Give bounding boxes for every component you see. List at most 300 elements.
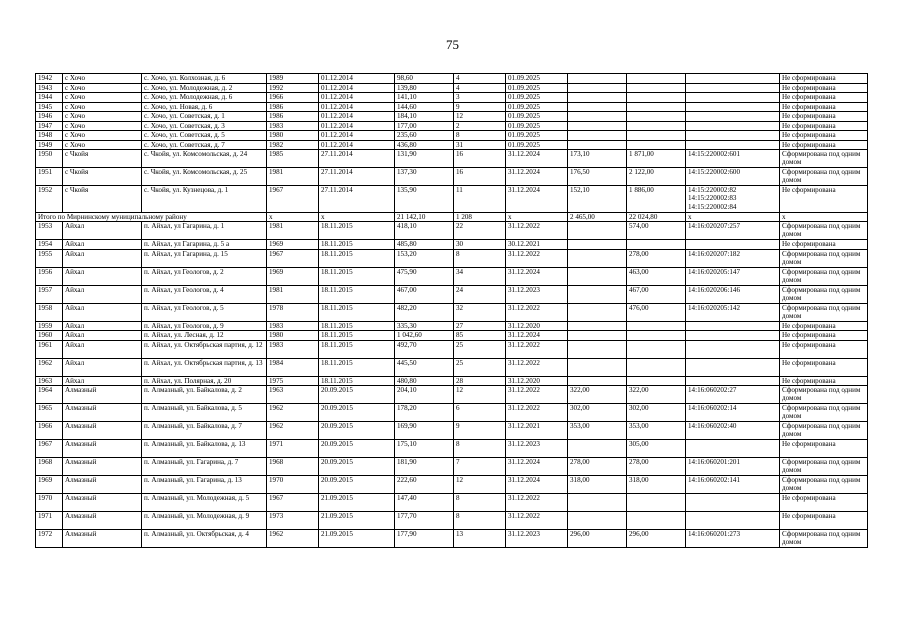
status-cell: Сформирована под одним домом bbox=[780, 404, 868, 422]
land-area-cell bbox=[627, 376, 686, 386]
deadline-cell: 01.09.2025 bbox=[506, 74, 568, 84]
row-number: 1968 bbox=[36, 458, 63, 476]
row-number: 1955 bbox=[36, 249, 63, 267]
date-cell: 18.11.2015 bbox=[319, 340, 395, 358]
address-cell: п. Алмазный, ул. Молодежная, д. 5 bbox=[142, 494, 267, 512]
land-area-cell: 296,00 bbox=[627, 530, 686, 548]
area-cell: 139,80 bbox=[395, 83, 454, 93]
residents-cell: 8 bbox=[454, 512, 506, 530]
date-cell: 01.12.2014 bbox=[319, 74, 395, 84]
status-cell: Сформирована под одним домом bbox=[780, 476, 868, 494]
status-cell: Не сформирована bbox=[780, 340, 868, 358]
land-area-cell bbox=[627, 512, 686, 530]
residents-cell: 32 bbox=[454, 303, 506, 321]
table-row bbox=[36, 285, 868, 303]
table-row bbox=[36, 440, 868, 458]
deadline-cell: 01.09.2025 bbox=[506, 140, 568, 150]
land-area-cell: 1 886,00 bbox=[627, 186, 686, 213]
table-row bbox=[36, 422, 868, 440]
residents-cell: 27 bbox=[454, 321, 506, 331]
year-cell: 1968 bbox=[267, 458, 319, 476]
address-cell: п. Алмазный, ул. Байкалова, д. 7 bbox=[142, 422, 267, 440]
land-area-cell: 2 122,00 bbox=[627, 168, 686, 186]
table-row bbox=[36, 249, 868, 267]
settlement-cell: Айхал bbox=[63, 376, 142, 386]
address-cell: с. Хочо, ул. Молодежная, д. 2 bbox=[142, 83, 267, 93]
status-cell: Сформирована под одним домом bbox=[780, 150, 868, 168]
cadastral-cell bbox=[686, 102, 780, 112]
cadastral-cell bbox=[686, 358, 780, 376]
table-row bbox=[36, 140, 868, 150]
settlement-cell: с Чкойя bbox=[63, 150, 142, 168]
table-row bbox=[36, 112, 868, 122]
deadline-cell: х bbox=[506, 212, 568, 222]
year-cell: 1962 bbox=[267, 530, 319, 548]
cadastral-cell bbox=[686, 83, 780, 93]
date-cell: 20.09.2015 bbox=[319, 404, 395, 422]
cadastral-cell bbox=[686, 340, 780, 358]
year-cell: 1975 bbox=[267, 376, 319, 386]
area-cell: 335,30 bbox=[395, 321, 454, 331]
amount-cell bbox=[568, 331, 627, 341]
status-cell: Не сформирована bbox=[780, 321, 868, 331]
area-cell: 235,60 bbox=[395, 131, 454, 141]
settlement-cell: Алмазный bbox=[63, 422, 142, 440]
date-cell: 01.12.2014 bbox=[319, 140, 395, 150]
cadastral-cell: 14:16:020205:147 bbox=[686, 267, 780, 285]
residents-cell: 34 bbox=[454, 267, 506, 285]
status-cell: Не сформирована bbox=[780, 140, 868, 150]
land-area-cell bbox=[627, 93, 686, 103]
residents-cell: 8 bbox=[454, 249, 506, 267]
land-area-cell bbox=[627, 102, 686, 112]
table-row bbox=[36, 186, 868, 213]
settlement-cell: Айхал bbox=[63, 358, 142, 376]
deadline-cell: 30.12.2021 bbox=[506, 240, 568, 250]
date-cell: 18.11.2015 bbox=[319, 249, 395, 267]
residents-cell: 1 208 bbox=[454, 212, 506, 222]
area-cell: 144,60 bbox=[395, 102, 454, 112]
status-cell: Сформирована под одним домом bbox=[780, 386, 868, 404]
address-cell: п. Айхал, ул. Полярная, д. 20 bbox=[142, 376, 267, 386]
year-cell: 1986 bbox=[267, 112, 319, 122]
date-cell: 20.09.2015 bbox=[319, 476, 395, 494]
area-cell: 436,80 bbox=[395, 140, 454, 150]
residents-cell: 24 bbox=[454, 285, 506, 303]
amount-cell: 318,00 bbox=[568, 476, 627, 494]
status-cell: Не сформирована bbox=[780, 376, 868, 386]
residents-cell: 16 bbox=[454, 150, 506, 168]
area-cell: 21 142,10 bbox=[395, 212, 454, 222]
row-number: 1961 bbox=[36, 340, 63, 358]
page-number: 75 bbox=[446, 37, 459, 52]
address-cell: п. Айхал, ул Геологов, д. 2 bbox=[142, 267, 267, 285]
date-cell: 18.11.2015 bbox=[319, 376, 395, 386]
address-cell: с. Хочо, ул. Советская, д. 7 bbox=[142, 140, 267, 150]
amount-cell bbox=[568, 267, 627, 285]
settlement-cell: с Хочо bbox=[63, 131, 142, 141]
cadastral-cell bbox=[686, 240, 780, 250]
land-area-cell bbox=[627, 140, 686, 150]
table-row bbox=[36, 512, 868, 530]
row-number: 1946 bbox=[36, 112, 63, 122]
deadline-cell: 31.12.2022 bbox=[506, 512, 568, 530]
year-cell: 1992 bbox=[267, 83, 319, 93]
address-cell: с. Хочо, ул. Советская, д. 3 bbox=[142, 121, 267, 131]
address-cell: п. Алмазный, ул. Байкалова, д. 2 bbox=[142, 386, 267, 404]
year-cell: 1980 bbox=[267, 131, 319, 141]
residents-cell: 25 bbox=[454, 358, 506, 376]
settlement-cell: Айхал bbox=[63, 285, 142, 303]
land-area-cell: 467,00 bbox=[627, 285, 686, 303]
residents-cell: 22 bbox=[454, 222, 506, 240]
area-cell: 181,90 bbox=[395, 458, 454, 476]
address-cell: п. Айхал, ул Геологов, д. 4 bbox=[142, 285, 267, 303]
row-number: 1948 bbox=[36, 131, 63, 141]
amount-cell bbox=[568, 121, 627, 131]
date-cell: 18.11.2015 bbox=[319, 222, 395, 240]
area-cell: 492,70 bbox=[395, 340, 454, 358]
date-cell: 18.11.2015 bbox=[319, 358, 395, 376]
area-cell: 418,10 bbox=[395, 222, 454, 240]
amount-cell bbox=[568, 240, 627, 250]
area-cell: 204,10 bbox=[395, 386, 454, 404]
deadline-cell: 31.12.2023 bbox=[506, 530, 568, 548]
year-cell: 1982 bbox=[267, 140, 319, 150]
area-cell: 175,10 bbox=[395, 440, 454, 458]
land-area-cell bbox=[627, 83, 686, 93]
area-cell: 184,10 bbox=[395, 112, 454, 122]
row-number: 1960 bbox=[36, 331, 63, 341]
area-cell: 177,90 bbox=[395, 530, 454, 548]
cadastral-cell: 14:16:060202:40 bbox=[686, 422, 780, 440]
residents-cell: 11 bbox=[454, 186, 506, 213]
date-cell: х bbox=[319, 212, 395, 222]
row-number: 1947 bbox=[36, 121, 63, 131]
row-number: 1965 bbox=[36, 404, 63, 422]
amount-cell: 152,10 bbox=[568, 186, 627, 213]
table-row bbox=[36, 168, 868, 186]
land-area-cell: 305,00 bbox=[627, 440, 686, 458]
settlement-cell: Алмазный bbox=[63, 530, 142, 548]
cadastral-cell: х bbox=[686, 212, 780, 222]
settlement-cell: Алмазный bbox=[63, 386, 142, 404]
amount-cell bbox=[568, 112, 627, 122]
status-cell: Сформирована под одним домом bbox=[780, 249, 868, 267]
deadline-cell: 31.12.2022 bbox=[506, 249, 568, 267]
year-cell: 1970 bbox=[267, 476, 319, 494]
area-cell: 131,90 bbox=[395, 150, 454, 168]
address-cell: п. Айхал, ул Гагарина, д. 15 bbox=[142, 249, 267, 267]
row-number: 1944 bbox=[36, 93, 63, 103]
table-row bbox=[36, 121, 868, 131]
land-area-cell: 22 024,80 bbox=[627, 212, 686, 222]
residents-cell: 8 bbox=[454, 131, 506, 141]
deadline-cell: 31.12.2020 bbox=[506, 321, 568, 331]
amount-cell bbox=[568, 340, 627, 358]
row-number: 1953 bbox=[36, 222, 63, 240]
deadline-cell: 31.12.2022 bbox=[506, 494, 568, 512]
land-area-cell: 476,00 bbox=[627, 303, 686, 321]
year-cell: 1973 bbox=[267, 512, 319, 530]
date-cell: 18.11.2015 bbox=[319, 240, 395, 250]
cadastral-cell bbox=[686, 74, 780, 84]
land-area-cell bbox=[627, 494, 686, 512]
deadline-cell: 31.12.2024 bbox=[506, 458, 568, 476]
row-number: 1945 bbox=[36, 102, 63, 112]
area-cell: 222,60 bbox=[395, 476, 454, 494]
year-cell: 1985 bbox=[267, 150, 319, 168]
row-number: 1958 bbox=[36, 303, 63, 321]
row-number: 1959 bbox=[36, 321, 63, 331]
row-number: 1967 bbox=[36, 440, 63, 458]
cadastral-cell bbox=[686, 112, 780, 122]
land-area-cell: 322,00 bbox=[627, 386, 686, 404]
table-body bbox=[36, 74, 868, 548]
year-cell: 1983 bbox=[267, 340, 319, 358]
amount-cell bbox=[568, 358, 627, 376]
amount-cell bbox=[568, 494, 627, 512]
settlement-cell: Алмазный bbox=[63, 476, 142, 494]
table-row bbox=[36, 331, 868, 341]
amount-cell: 353,00 bbox=[568, 422, 627, 440]
deadline-cell: 31.12.2022 bbox=[506, 340, 568, 358]
settlement-cell: Айхал bbox=[63, 222, 142, 240]
housing-table bbox=[35, 73, 868, 548]
residents-cell: 3 bbox=[454, 93, 506, 103]
settlement-cell: с Хочо bbox=[63, 140, 142, 150]
amount-cell: 302,00 bbox=[568, 404, 627, 422]
cadastral-cell bbox=[686, 494, 780, 512]
date-cell: 18.11.2015 bbox=[319, 321, 395, 331]
residents-cell: 4 bbox=[454, 83, 506, 93]
residents-cell: 9 bbox=[454, 422, 506, 440]
address-cell: с. Хочо, ул. Новая, д. 6 bbox=[142, 102, 267, 112]
date-cell: 18.11.2015 bbox=[319, 267, 395, 285]
table-row bbox=[36, 458, 868, 476]
status-cell: Сформирована под одним домом bbox=[780, 530, 868, 548]
row-number: 1943 bbox=[36, 83, 63, 93]
row-number: 1969 bbox=[36, 476, 63, 494]
total-row bbox=[36, 212, 868, 222]
cadastral-cell: 14:16:060202:141 bbox=[686, 476, 780, 494]
status-cell: Не сформирована bbox=[780, 240, 868, 250]
amount-cell bbox=[568, 321, 627, 331]
deadline-cell: 01.09.2025 bbox=[506, 112, 568, 122]
cadastral-cell bbox=[686, 140, 780, 150]
table-row bbox=[36, 494, 868, 512]
address-cell: п. Айхал, ул Геологов, д. 9 bbox=[142, 321, 267, 331]
date-cell: 18.11.2015 bbox=[319, 303, 395, 321]
deadline-cell: 01.09.2025 bbox=[506, 83, 568, 93]
area-cell: 467,00 bbox=[395, 285, 454, 303]
cadastral-cell: 14:16:060202:27 bbox=[686, 386, 780, 404]
date-cell: 01.12.2014 bbox=[319, 112, 395, 122]
amount-cell bbox=[568, 376, 627, 386]
deadline-cell: 31.12.2022 bbox=[506, 303, 568, 321]
settlement-cell: Алмазный bbox=[63, 458, 142, 476]
residents-cell: 12 bbox=[454, 386, 506, 404]
table-row bbox=[36, 83, 868, 93]
deadline-cell: 31.12.2024 bbox=[506, 168, 568, 186]
status-cell: Не сформирована bbox=[780, 102, 868, 112]
status-cell: Сформирована под одним домом bbox=[780, 285, 868, 303]
year-cell: 1967 bbox=[267, 494, 319, 512]
row-number: 1970 bbox=[36, 494, 63, 512]
status-cell: Сформирована под одним домом bbox=[780, 267, 868, 285]
deadline-cell: 31.12.2024 bbox=[506, 186, 568, 213]
status-cell: Не сформирована bbox=[780, 186, 868, 213]
amount-cell: 2 465,00 bbox=[568, 212, 627, 222]
address-cell: п. Алмазный, ул. Гагарина, д. 7 bbox=[142, 458, 267, 476]
address-cell: с. Чкойя, ул. Кузнецова, д. 1 bbox=[142, 186, 267, 213]
amount-cell bbox=[568, 303, 627, 321]
status-cell: Не сформирована bbox=[780, 112, 868, 122]
land-area-cell bbox=[627, 121, 686, 131]
table-row bbox=[36, 376, 868, 386]
land-area-cell bbox=[627, 340, 686, 358]
land-area-cell bbox=[627, 358, 686, 376]
table-row bbox=[36, 267, 868, 285]
date-cell: 01.12.2014 bbox=[319, 83, 395, 93]
deadline-cell: 01.09.2025 bbox=[506, 93, 568, 103]
date-cell: 21.09.2015 bbox=[319, 530, 395, 548]
amount-cell: 278,00 bbox=[568, 458, 627, 476]
address-cell: п. Алмазный, ул. Октябрьская, д. 4 bbox=[142, 530, 267, 548]
residents-cell: 12 bbox=[454, 112, 506, 122]
deadline-cell: 31.12.2024 bbox=[506, 476, 568, 494]
amount-cell bbox=[568, 285, 627, 303]
land-area-cell: 1 871,00 bbox=[627, 150, 686, 168]
land-area-cell: 463,00 bbox=[627, 267, 686, 285]
date-cell: 27.11.2014 bbox=[319, 150, 395, 168]
settlement-cell: Алмазный bbox=[63, 512, 142, 530]
status-cell: Не сформирована bbox=[780, 440, 868, 458]
cadastral-cell bbox=[686, 376, 780, 386]
deadline-cell: 01.09.2025 bbox=[506, 121, 568, 131]
amount-cell: 296,00 bbox=[568, 530, 627, 548]
date-cell: 01.12.2014 bbox=[319, 131, 395, 141]
land-area-cell bbox=[627, 331, 686, 341]
year-cell: 1967 bbox=[267, 186, 319, 213]
area-cell: 178,20 bbox=[395, 404, 454, 422]
status-cell: Не сформирована bbox=[780, 131, 868, 141]
residents-cell: 16 bbox=[454, 168, 506, 186]
amount-cell bbox=[568, 512, 627, 530]
land-area-cell bbox=[627, 74, 686, 84]
amount-cell bbox=[568, 93, 627, 103]
land-area-cell: 302,00 bbox=[627, 404, 686, 422]
amount-cell bbox=[568, 249, 627, 267]
area-cell: 137,30 bbox=[395, 168, 454, 186]
year-cell: 1966 bbox=[267, 93, 319, 103]
land-area-cell: 318,00 bbox=[627, 476, 686, 494]
settlement-cell: с Хочо bbox=[63, 121, 142, 131]
year-cell: 1986 bbox=[267, 102, 319, 112]
year-cell: 1969 bbox=[267, 240, 319, 250]
status-cell: Сформирована под одним домом bbox=[780, 458, 868, 476]
row-number: 1957 bbox=[36, 285, 63, 303]
residents-cell: 9 bbox=[454, 102, 506, 112]
cadastral-cell: 14:16:020205:142 bbox=[686, 303, 780, 321]
area-cell: 1 042,60 bbox=[395, 331, 454, 341]
date-cell: 21.09.2015 bbox=[319, 512, 395, 530]
area-cell: 177,00 bbox=[395, 121, 454, 131]
land-area-cell: 278,00 bbox=[627, 249, 686, 267]
row-number: 1951 bbox=[36, 168, 63, 186]
residents-cell: 13 bbox=[454, 530, 506, 548]
land-area-cell bbox=[627, 131, 686, 141]
residents-cell: 6 bbox=[454, 404, 506, 422]
deadline-cell: 01.09.2025 bbox=[506, 102, 568, 112]
area-cell: 475,90 bbox=[395, 267, 454, 285]
address-cell: п. Айхал, ул Гагарина, д. 1 bbox=[142, 222, 267, 240]
date-cell: 20.09.2015 bbox=[319, 458, 395, 476]
residents-cell: 8 bbox=[454, 440, 506, 458]
cadastral-cell bbox=[686, 121, 780, 131]
cadastral-cell bbox=[686, 321, 780, 331]
row-number: 1949 bbox=[36, 140, 63, 150]
row-number: 1966 bbox=[36, 422, 63, 440]
land-area-cell bbox=[627, 321, 686, 331]
table-row bbox=[36, 476, 868, 494]
land-area-cell: 278,00 bbox=[627, 458, 686, 476]
total-label: Итого по Мирнинскому муниципальному району bbox=[36, 212, 267, 222]
amount-cell bbox=[568, 440, 627, 458]
amount-cell: 173,10 bbox=[568, 150, 627, 168]
date-cell: 21.09.2015 bbox=[319, 494, 395, 512]
amount-cell bbox=[568, 74, 627, 84]
status-cell: х bbox=[780, 212, 868, 222]
address-cell: п. Алмазный, ул. Молодежная, д. 9 bbox=[142, 512, 267, 530]
year-cell: 1980 bbox=[267, 331, 319, 341]
cadastral-cell bbox=[686, 512, 780, 530]
cadastral-cell bbox=[686, 331, 780, 341]
table-row bbox=[36, 131, 868, 141]
deadline-cell: 01.09.2025 bbox=[506, 131, 568, 141]
status-cell: Не сформирована bbox=[780, 83, 868, 93]
deadline-cell: 31.12.2021 bbox=[506, 422, 568, 440]
address-cell: п. Алмазный, ул. Гагарина, д. 13 bbox=[142, 476, 267, 494]
date-cell: 20.09.2015 bbox=[319, 440, 395, 458]
row-number: 1950 bbox=[36, 150, 63, 168]
area-cell: 480,80 bbox=[395, 376, 454, 386]
settlement-cell: Айхал bbox=[63, 267, 142, 285]
settlement-cell: Айхал bbox=[63, 321, 142, 331]
year-cell: 1981 bbox=[267, 168, 319, 186]
cadastral-cell: 14:16:020207:182 bbox=[686, 249, 780, 267]
table-row bbox=[36, 404, 868, 422]
amount-cell bbox=[568, 102, 627, 112]
cadastral-cell: 14:16:060202:14 bbox=[686, 404, 780, 422]
status-cell: Не сформирована bbox=[780, 512, 868, 530]
row-number: 1942 bbox=[36, 74, 63, 84]
address-cell: с. Чкойя, ул. Комсомольская, д. 24 bbox=[142, 150, 267, 168]
address-cell: с. Хочо, ул. Советская, д. 5 bbox=[142, 131, 267, 141]
row-number: 1972 bbox=[36, 530, 63, 548]
settlement-cell: Айхал bbox=[63, 249, 142, 267]
year-cell: 1981 bbox=[267, 222, 319, 240]
residents-cell: 25 bbox=[454, 340, 506, 358]
amount-cell bbox=[568, 83, 627, 93]
year-cell: 1962 bbox=[267, 422, 319, 440]
year-cell: 1983 bbox=[267, 121, 319, 131]
cadastral-cell: 14:15:220002:601 bbox=[686, 150, 780, 168]
settlement-cell: с Хочо bbox=[63, 112, 142, 122]
cadastral-cell: 14:16:060201:201 bbox=[686, 458, 780, 476]
area-cell: 177,70 bbox=[395, 512, 454, 530]
cadastral-cell bbox=[686, 131, 780, 141]
